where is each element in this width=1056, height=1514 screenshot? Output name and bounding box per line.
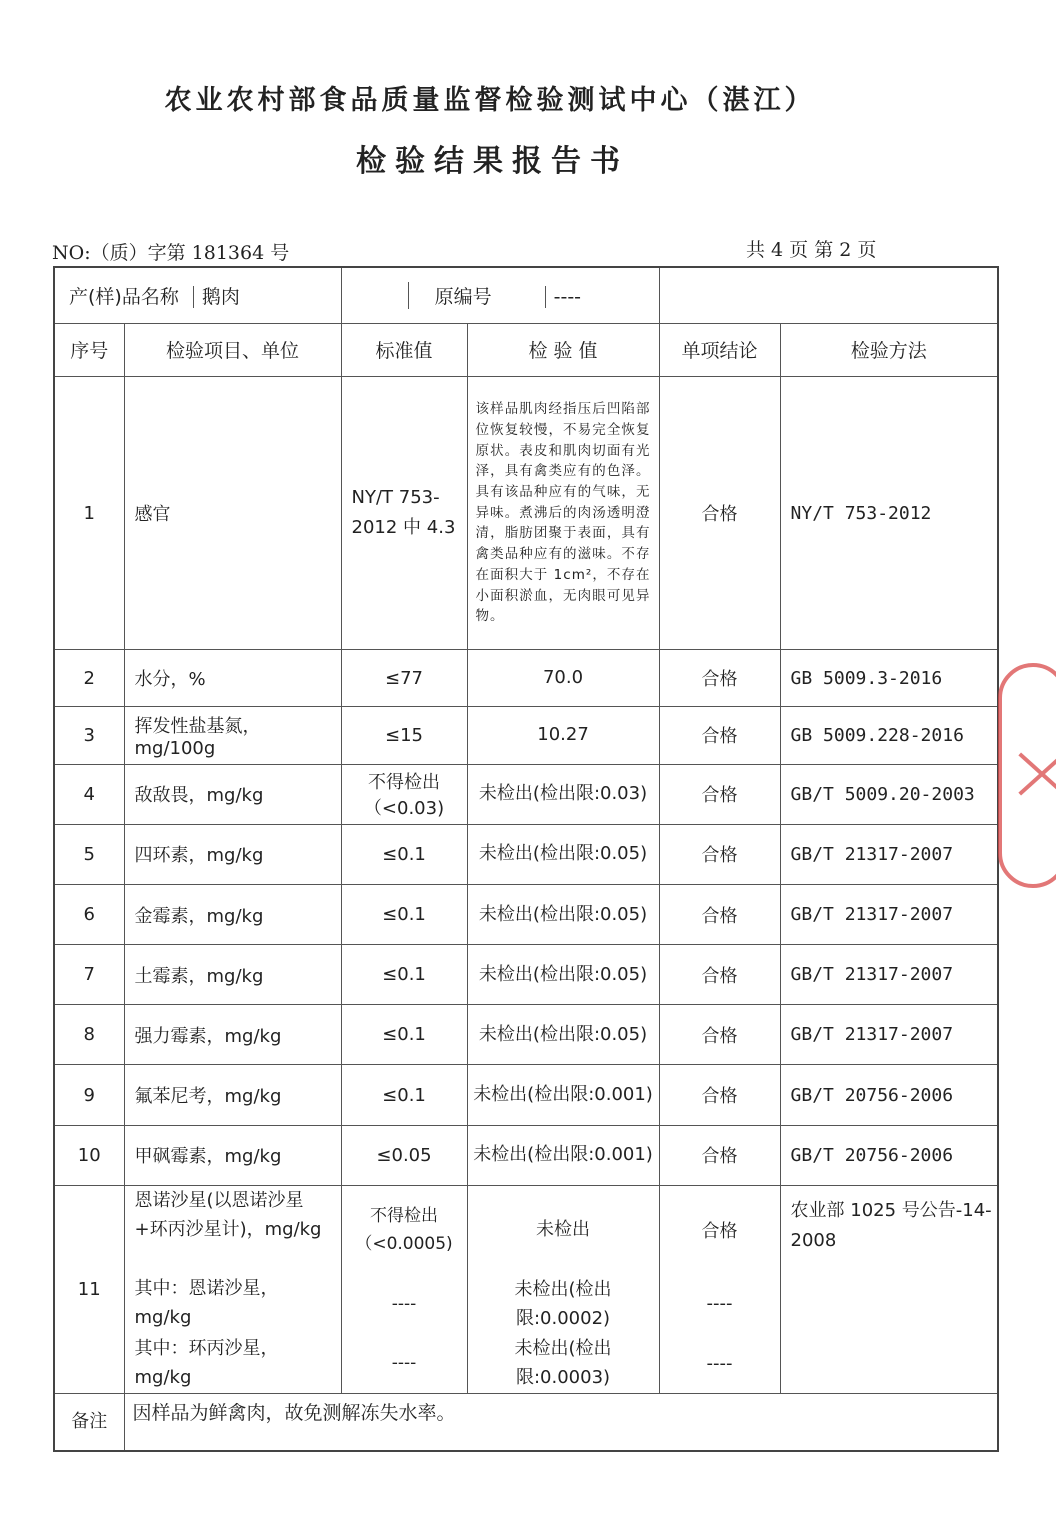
row-item: 金霉素，mg/kg	[124, 885, 341, 945]
row-item: 土霉素，mg/kg	[124, 945, 341, 1005]
report-number: NO:（质）字第 181364 号	[52, 242, 290, 264]
row-number: 6	[54, 885, 124, 945]
row-sub-result: ----	[706, 1293, 733, 1315]
table-row	[54, 764, 998, 824]
seal-stamp	[998, 663, 1056, 888]
orig-number-value: ----	[545, 286, 581, 308]
row-result: 合格	[659, 650, 780, 706]
row-standard: NY/T 753-2012 中 4.3	[341, 376, 467, 650]
row-number: 7	[54, 945, 124, 1005]
report-org-title: 农业农村部食品质量监督检验测试中心（湛江）	[164, 85, 816, 116]
row-result: 合格	[659, 1125, 780, 1185]
row-result: 合格	[659, 885, 780, 945]
row-result: 合格	[659, 824, 780, 884]
product-row	[54, 267, 998, 323]
row-value: 未检出(检出限:0.05)	[467, 1005, 659, 1065]
row-sub-item: 其中：环丙沙星，mg/kg	[134, 1337, 279, 1388]
row-number: 9	[54, 1065, 124, 1125]
row-value: 未检出(检出限:0.03)	[467, 764, 659, 824]
row-method: GB/T 5009.20-2003	[780, 764, 998, 824]
row-method: GB/T 21317-2007	[780, 824, 998, 884]
row-sub-value: 未检出(检出限:0.0003)	[514, 1338, 612, 1389]
row-standard: 不得检出（<0.03)	[341, 764, 467, 824]
table-row	[54, 885, 998, 945]
row-standard: ≤0.1	[341, 885, 467, 945]
row-method: GB/T 21317-2007	[780, 1005, 998, 1065]
row-value: 该样品肌肉经指压后凹陷部位恢复较慢，不易完全恢复原状。表皮和肌肉切面有光泽，具有禽类应有的色泽。具有该品种应有的气味，无异味。煮沸后的肉汤透明澄清，脂肪团聚于表面，具有禽类品种应有的滋味。不存在面积大于 1cm²，不存在小面积淤血，无肉眼可见异物。	[467, 376, 659, 650]
row-number: 4	[54, 764, 124, 824]
header-row	[54, 323, 998, 376]
row-value: 未检出(检出限:0.001)	[467, 1125, 659, 1185]
row-standard: ≤0.1	[341, 945, 467, 1005]
product-name-label: 产(样)品名称	[69, 285, 179, 308]
row-standard: ≤0.1	[341, 1065, 467, 1125]
row-method: GB/T 21317-2007	[780, 945, 998, 1005]
row-item: 水分，%	[124, 650, 341, 706]
col-header-method: 检验方法	[780, 323, 998, 376]
row-value-main: 未检出	[536, 1219, 591, 1241]
row-standard: ≤77	[341, 650, 467, 706]
report-title: 检验结果报告书	[356, 144, 629, 179]
table-row	[54, 706, 998, 764]
row-result: 合格	[659, 1065, 780, 1125]
col-header-item: 检验项目、单位	[124, 323, 341, 376]
row-number: 11	[54, 1185, 124, 1394]
row-number: 3	[54, 706, 124, 764]
row-result-main: 合格	[701, 1220, 738, 1242]
row-item: 感官	[124, 376, 341, 650]
row-value: 70.0	[467, 650, 659, 706]
remark-text: 因样品为鲜禽肉，故免测解冻失水率。	[124, 1394, 998, 1451]
orig-number-label: 原编号	[408, 282, 539, 309]
row-item: 四环素，mg/kg	[124, 824, 341, 884]
row-method: GB/T 21317-2007	[780, 885, 998, 945]
row-value: 未检出(检出限:0.05)	[467, 885, 659, 945]
row-method: GB/T 20756-2006	[780, 1065, 998, 1125]
row-method: NY/T 753-2012	[780, 376, 998, 650]
row-method: GB/T 20756-2006	[780, 1125, 998, 1185]
product-name-value: 鹅肉	[193, 286, 240, 308]
table-row	[54, 1065, 998, 1125]
row-item: 强力霉素，mg/kg	[124, 1005, 341, 1065]
row-standard: ≤15	[341, 706, 467, 764]
table-row	[54, 945, 998, 1005]
row-value: 10.27	[467, 706, 659, 764]
page-indicator: 共 4 页 第 2 页	[746, 239, 877, 261]
row-item: 挥发性盐基氮，mg/100g	[124, 706, 341, 764]
row-sub-item: 其中：恩诺沙星，mg/kg	[134, 1277, 279, 1328]
remark-label: 备注	[54, 1394, 124, 1451]
table-row	[54, 1185, 998, 1394]
table-row	[54, 650, 998, 706]
row-result: 合格	[659, 706, 780, 764]
row-item: 敌敌畏，mg/kg	[124, 764, 341, 824]
row-standard: ≤0.1	[341, 1005, 467, 1065]
col-header-value: 检 验 值	[467, 323, 659, 376]
table-row	[54, 1125, 998, 1185]
col-header-result: 单项结论	[659, 323, 780, 376]
results-table-body	[54, 267, 998, 1451]
col-header-std: 标准值	[341, 323, 467, 376]
row-sub-value: 未检出(检出限:0.0002)	[514, 1278, 612, 1329]
row-number: 2	[54, 650, 124, 706]
row-method: GB 5009.3-2016	[780, 650, 998, 706]
row-item: 甲砜霉素，mg/kg	[124, 1125, 341, 1185]
row-result: 合格	[659, 376, 780, 650]
col-header-no: 序号	[54, 323, 124, 376]
results-table	[53, 266, 999, 1452]
row-number: 1	[54, 376, 124, 650]
row-method: GB 5009.228-2016	[780, 706, 998, 764]
table-row	[54, 376, 998, 650]
row-item	[124, 1185, 341, 1394]
row-standard: ≤0.1	[341, 824, 467, 884]
row-value: 未检出(检出限:0.05)	[467, 824, 659, 884]
row-value	[467, 1185, 659, 1394]
row-sub-result: ----	[706, 1352, 733, 1374]
table-row	[54, 824, 998, 884]
row-standard	[341, 1185, 467, 1394]
row-sub-standard: ----	[391, 1353, 417, 1374]
row-result: 合格	[659, 1005, 780, 1065]
row-method: 农业部 1025 号公告-14-2008	[780, 1185, 998, 1394]
row-value: 未检出(检出限:0.001)	[467, 1065, 659, 1125]
row-result: 合格	[659, 945, 780, 1005]
row-result	[659, 1185, 780, 1394]
row-number: 10	[54, 1125, 124, 1185]
row-standard-main: 不得检出（<0.0005)	[355, 1205, 453, 1254]
remark-row	[54, 1394, 998, 1451]
row-result: 合格	[659, 764, 780, 824]
row-value: 未检出(检出限:0.05)	[467, 945, 659, 1005]
row-sub-standard: ----	[391, 1293, 417, 1314]
row-number: 5	[54, 824, 124, 884]
table-row	[54, 1005, 998, 1065]
row-number: 8	[54, 1005, 124, 1065]
row-item: 氟苯尼考，mg/kg	[124, 1065, 341, 1125]
row-standard: ≤0.05	[341, 1125, 467, 1185]
row-item-main: 恩诺沙星(以恩诺沙星+环丙沙星计)，mg/kg	[134, 1189, 322, 1240]
